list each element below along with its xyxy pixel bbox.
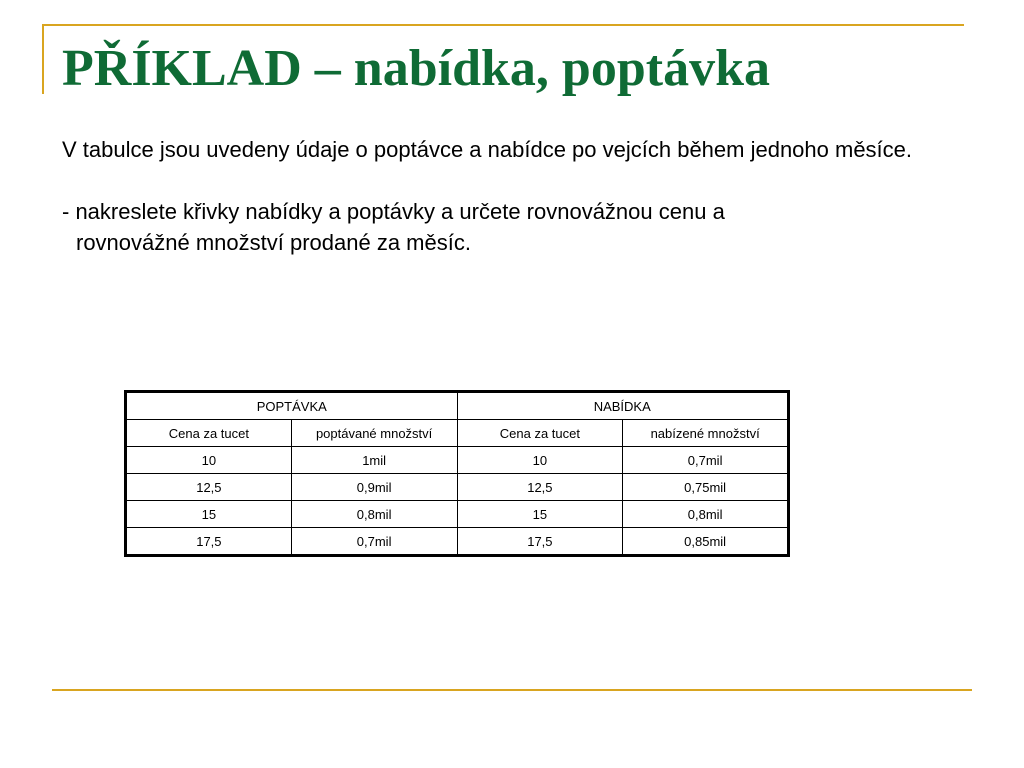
column-header: nabízené množství <box>623 420 789 447</box>
table-cell: 1mil <box>291 447 457 474</box>
top-accent-line <box>42 24 964 26</box>
left-accent-line <box>42 24 44 94</box>
table-cell: 0,7mil <box>623 447 789 474</box>
slide-title: PŘÍKLAD – nabídka, poptávka <box>62 40 770 97</box>
intro-paragraph: V tabulce jsou uvedeny údaje o poptávce a nabídce po vejcích během jednoho měsíce. <box>62 137 913 162</box>
table-cell: 10 <box>126 447 292 474</box>
table-group-header-row <box>126 392 789 420</box>
table-cell: 0,7mil <box>291 528 457 556</box>
table-row <box>126 447 789 474</box>
table-cell: 0,9mil <box>291 474 457 501</box>
slide-body <box>62 134 922 258</box>
column-header: Cena za tucet <box>457 420 623 447</box>
table-cell: 12,5 <box>126 474 292 501</box>
table-cell: 12,5 <box>457 474 623 501</box>
table-cell: 0,8mil <box>623 501 789 528</box>
table-row <box>126 501 789 528</box>
table-column-header-row <box>126 420 789 447</box>
task-line-2: rovnovážné množství prodané za měsíc. <box>76 230 471 255</box>
table-cell: 0,85mil <box>623 528 789 556</box>
table-cell: 17,5 <box>457 528 623 556</box>
table-cell: 0,75mil <box>623 474 789 501</box>
task-line-1: - nakreslete křivky nabídky a poptávky a určete rovnovážnou cenu a <box>62 199 725 224</box>
table-cell: 10 <box>457 447 623 474</box>
table-cell: 0,8mil <box>291 501 457 528</box>
table-row <box>126 474 789 501</box>
supply-demand-table <box>124 390 790 557</box>
paragraph-spacer <box>62 165 922 196</box>
table-cell: 15 <box>126 501 292 528</box>
bottom-accent-line <box>52 689 972 691</box>
demand-group-header: POPTÁVKA <box>126 392 458 420</box>
column-header: poptávané množství <box>291 420 457 447</box>
table-row <box>126 528 789 556</box>
supply-group-header: NABÍDKA <box>457 392 789 420</box>
table-cell: 15 <box>457 501 623 528</box>
table-cell: 17,5 <box>126 528 292 556</box>
column-header: Cena za tucet <box>126 420 292 447</box>
